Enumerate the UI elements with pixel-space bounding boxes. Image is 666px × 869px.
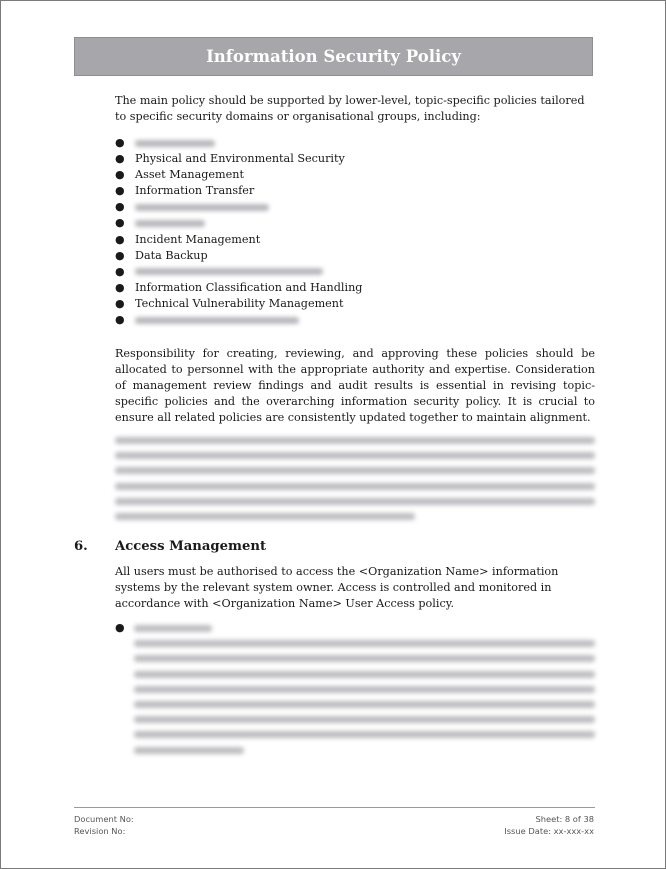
bullet-icon: ● [115, 280, 125, 294]
section-number: 6. [74, 539, 88, 554]
section-heading [74, 539, 266, 554]
list-item: ● Asset Management [115, 167, 595, 183]
list-item [115, 135, 595, 151]
bullet-icon: ● [115, 313, 125, 327]
bullet-icon: ● [115, 136, 125, 149]
redacted-text [135, 220, 205, 227]
bullet-icon: ● [115, 168, 125, 182]
bullet-icon: ● [115, 216, 125, 230]
responsibility-paragraph: Responsibility for creating, reviewing, and approving these policies should be allocated to personnel with the appropriate authority and expertise. Consideration of management review findings and audit results is essential in revising topic-specific policies and the overarching information security policy. It is crucial to ensure all related policies are consistently updated together to maintain alignment. [115, 347, 595, 424]
list-item: ● Information Classification and Handling [115, 280, 595, 296]
bullet-icon: ● [115, 152, 125, 166]
document-no-label: Document No: [74, 814, 134, 824]
list-item: ● Incident Management [115, 232, 595, 248]
policy-list [115, 135, 595, 328]
bullet-icon: ● [115, 621, 125, 634]
redacted-text [135, 204, 269, 211]
footer-divider [74, 807, 595, 808]
redacted-text [135, 140, 215, 147]
bullet-icon: ● [115, 248, 125, 262]
list-item: ● Technical Vulnerability Management [115, 296, 595, 312]
bullet-icon: ● [115, 200, 125, 214]
access-management-paragraph: All users must be authorised to access the <Organization Name> information systems by the relevant system owner. Access is controlled and monitored in accordance with <Organization Name> User Access policy. [115, 565, 559, 610]
list-item [115, 312, 595, 328]
bullet-icon: ● [115, 264, 125, 278]
footer-right [504, 813, 594, 837]
list-item [115, 199, 595, 215]
section-title: Access Management [115, 539, 267, 554]
bullet-icon: ● [115, 184, 125, 198]
redacted-text [135, 268, 323, 275]
footer-left [74, 813, 134, 837]
sheet-number: Sheet: 8 of 38 [535, 814, 594, 824]
redacted-paragraph [115, 437, 595, 528]
list-item: ● Information Transfer [115, 183, 595, 199]
intro-paragraph: The main policy should be supported by lower-level, topic-specific policies tailored to specific security domains or organisational groups, including: [115, 94, 585, 123]
page-title: Information Security Policy [206, 47, 461, 66]
revision-no-label: Revision No: [74, 826, 126, 836]
list-item [115, 215, 595, 231]
bullet-icon: ● [115, 296, 125, 310]
redacted-bullet-block [115, 621, 595, 762]
list-item: ● Physical and Environmental Security [115, 151, 595, 167]
bullet-icon: ● [115, 232, 125, 246]
redacted-text [135, 317, 299, 324]
list-item: ● Data Backup [115, 248, 595, 264]
page-title-bar [74, 37, 593, 76]
list-item [115, 264, 595, 280]
issue-date: Issue Date: xx-xxx-xx [504, 826, 594, 836]
